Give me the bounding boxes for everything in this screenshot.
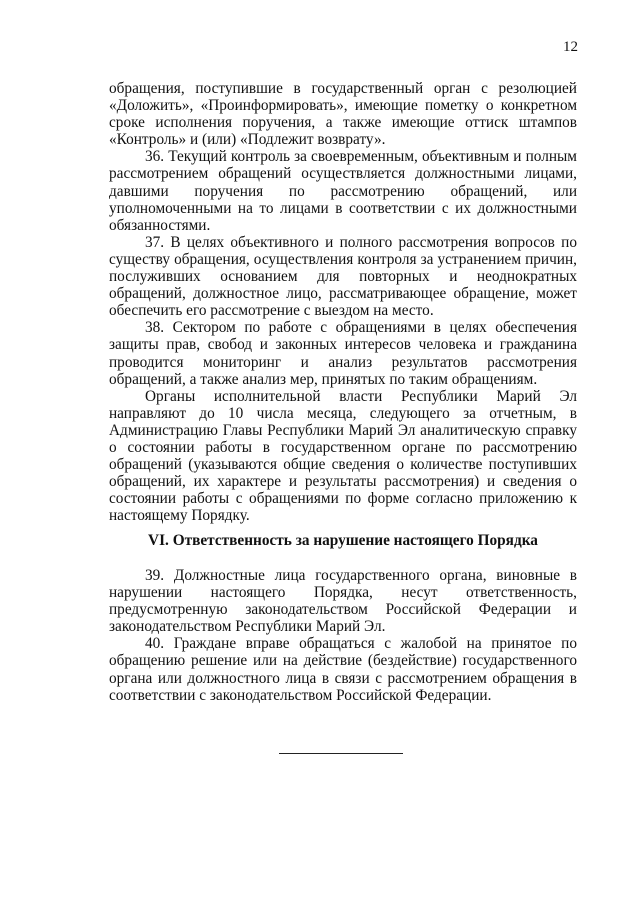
paragraph-36: 36. Текущий контроль за своевременным, объективным и полным рассмотрением обращений осуществляется должностными лицами, давшими поручения по рассмотрению обращений, или уполномоченными на то лицами в соответствии с их должностными обязанностями. [109, 148, 577, 234]
page-number: 12 [563, 39, 578, 55]
paragraph-39: 39. Должностные лица государственного органа, виновные в нарушении настоящего Порядка, несут ответственность, предусмотренную законодательством Российской Федерации и законодательством Республики Марий Эл. [109, 567, 577, 636]
section-heading: VI. Ответственность за нарушение настоящего Порядка [148, 532, 538, 549]
paragraph-37: 37. В целях объективного и полного рассмотрения вопросов по существу обращения, осуществления контроля за устранением причин, послуживших основанием для повторных и неоднократных обращений, должностное лицо, рассматривающее обращение, может обеспечить его рассмотрение с выездом на место. [109, 233, 577, 320]
text-block-after-heading [109, 567, 577, 704]
paragraph-continuation: обращения, поступившие в государственный орган с резолюцией «Доложить», «Проинформировать», имеющие пометку о конкретном сроке исполнения поручения, а также имеющие оттиск штампов «Контроль» и (или) «Подлежит возврату». [109, 80, 577, 149]
paragraph-40: 40. Граждане вправе обращаться с жалобой на принятое по обращению решение или на действие (бездействие) государственного органа или должностного лица в связи с рассмотрением обращения в соответствии с законодательством Российской Федерации. [109, 635, 577, 704]
end-of-document-rule [279, 753, 403, 754]
text-block-before-heading [109, 80, 577, 524]
paragraph-executive-bodies: Органы исполнительной власти Республики Марий Эл направляют до 10 числа месяца, следующего за отчетным, в Администрацию Главы Республики Марий Эл аналитическую справку о состоянии работы в государственном органе по рассмотрению обращений (указываются общие сведения о количестве поступивших обращений, их характере и результаты рассмотрения) и сведения о состоянии работы с обращениями по форме согласно приложению к настоящему Порядку. [109, 387, 577, 525]
paragraph-38: 38. Сектором по работе с обращениями в целях обеспечения защиты прав, свобод и законных интересов человека и гражданина проводится мониторинг и анализ результатов рассмотрения обращений, а также анализ мер, принятых по таким обращениям. [109, 319, 577, 388]
